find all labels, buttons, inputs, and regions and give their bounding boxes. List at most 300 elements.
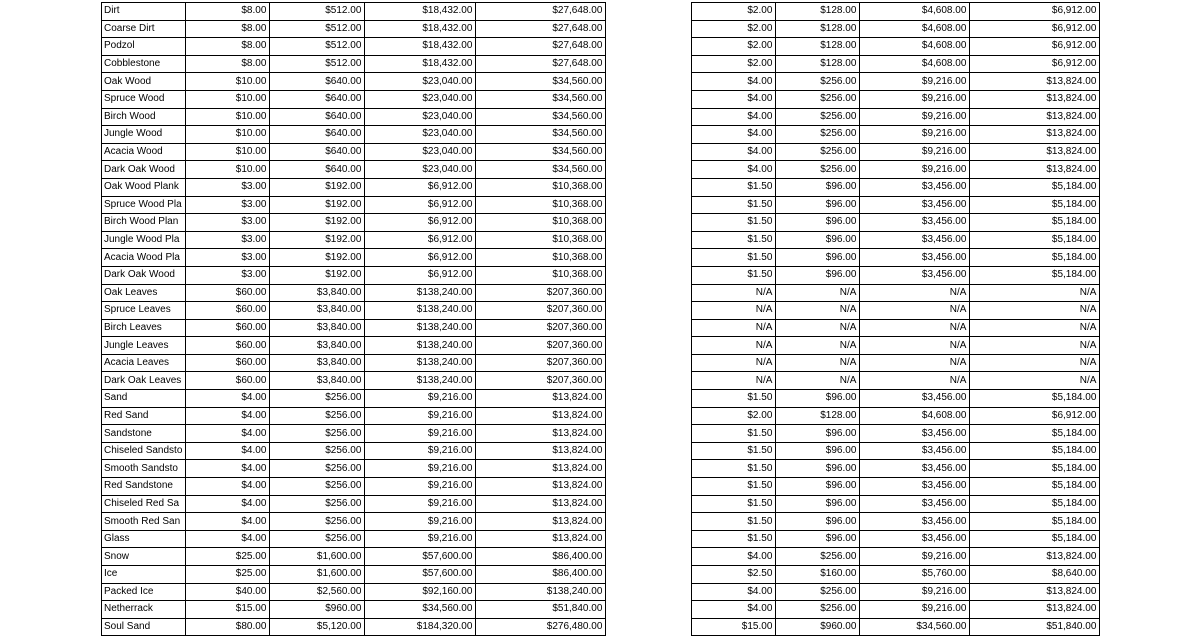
spacer-cell [606, 161, 692, 179]
sell-double-chest-cell: $13,824.00 [970, 548, 1100, 566]
sell-unit-cell: $1.50 [692, 460, 776, 478]
sell-stack-cell: $256.00 [776, 90, 860, 108]
buy-unit-cell: $25.00 [186, 548, 270, 566]
sell-double-chest-cell: $6,912.00 [970, 38, 1100, 56]
buy-stack-cell: $640.00 [270, 126, 365, 144]
buy-stack-cell: $192.00 [270, 178, 365, 196]
sell-stack-cell: $96.00 [776, 196, 860, 214]
buy-chest-cell: $138,240.00 [365, 354, 476, 372]
sell-unit-cell: $1.50 [692, 425, 776, 443]
sell-chest-cell: $9,216.00 [860, 90, 970, 108]
sell-double-chest-cell: $5,184.00 [970, 390, 1100, 408]
sell-double-chest-cell: $13,824.00 [970, 90, 1100, 108]
item-name-cell: Chiseled Sandsto [102, 442, 186, 460]
spacer-cell [606, 460, 692, 478]
buy-unit-cell: $10.00 [186, 161, 270, 179]
sell-chest-cell: $4,608.00 [860, 55, 970, 73]
buy-unit-cell: $60.00 [186, 354, 270, 372]
table-row [102, 354, 1100, 372]
item-name-cell: Jungle Leaves [102, 337, 186, 355]
buy-double-chest-cell: $34,560.00 [476, 108, 606, 126]
buy-chest-cell: $184,320.00 [365, 618, 476, 636]
buy-chest-cell: $6,912.00 [365, 249, 476, 267]
item-name-cell: Jungle Wood [102, 126, 186, 144]
table-row [102, 319, 1100, 337]
spacer-cell [606, 38, 692, 56]
sell-double-chest-cell: $5,184.00 [970, 442, 1100, 460]
buy-chest-cell: $23,040.00 [365, 90, 476, 108]
buy-double-chest-cell: $138,240.00 [476, 583, 606, 601]
sell-chest-cell: N/A [860, 372, 970, 390]
spacer-cell [606, 354, 692, 372]
spacer-cell [606, 284, 692, 302]
sell-chest-cell: $3,456.00 [860, 178, 970, 196]
buy-unit-cell: $3.00 [186, 214, 270, 232]
sell-stack-cell: $256.00 [776, 143, 860, 161]
buy-chest-cell: $138,240.00 [365, 372, 476, 390]
buy-stack-cell: $3,840.00 [270, 302, 365, 320]
buy-chest-cell: $18,432.00 [365, 3, 476, 21]
buy-double-chest-cell: $207,360.00 [476, 337, 606, 355]
sell-stack-cell: N/A [776, 337, 860, 355]
sell-double-chest-cell: $6,912.00 [970, 20, 1100, 38]
spacer-cell [606, 601, 692, 619]
sell-stack-cell: N/A [776, 284, 860, 302]
spacer-cell [606, 583, 692, 601]
buy-chest-cell: $138,240.00 [365, 337, 476, 355]
item-name-cell: Oak Wood Plank [102, 178, 186, 196]
sell-chest-cell: $3,456.00 [860, 495, 970, 513]
buy-double-chest-cell: $27,648.00 [476, 20, 606, 38]
spacer-cell [606, 20, 692, 38]
sell-double-chest-cell: $6,912.00 [970, 55, 1100, 73]
table-row [102, 442, 1100, 460]
sell-chest-cell: N/A [860, 302, 970, 320]
sell-chest-cell: $3,456.00 [860, 478, 970, 496]
item-name-cell: Snow [102, 548, 186, 566]
buy-double-chest-cell: $10,368.00 [476, 196, 606, 214]
buy-unit-cell: $15.00 [186, 601, 270, 619]
sell-chest-cell: N/A [860, 354, 970, 372]
sell-double-chest-cell: N/A [970, 284, 1100, 302]
sell-chest-cell: $9,216.00 [860, 583, 970, 601]
buy-stack-cell: $640.00 [270, 108, 365, 126]
spacer-cell [606, 73, 692, 91]
sell-unit-cell: $2.00 [692, 3, 776, 21]
table-row [102, 601, 1100, 619]
sell-double-chest-cell: $13,824.00 [970, 583, 1100, 601]
buy-chest-cell: $6,912.00 [365, 266, 476, 284]
sell-stack-cell: $256.00 [776, 601, 860, 619]
item-name-cell: Sandstone [102, 425, 186, 443]
item-name-cell: Sand [102, 390, 186, 408]
spacer-cell [606, 337, 692, 355]
sell-unit-cell: $1.50 [692, 231, 776, 249]
buy-double-chest-cell: $207,360.00 [476, 284, 606, 302]
table-row [102, 3, 1100, 21]
sell-chest-cell: $3,456.00 [860, 530, 970, 548]
sell-chest-cell: $9,216.00 [860, 601, 970, 619]
buy-unit-cell: $3.00 [186, 266, 270, 284]
buy-chest-cell: $92,160.00 [365, 583, 476, 601]
item-name-cell: Oak Wood [102, 73, 186, 91]
item-name-cell: Glass [102, 530, 186, 548]
buy-unit-cell: $4.00 [186, 442, 270, 460]
table-row [102, 73, 1100, 91]
sell-double-chest-cell: N/A [970, 302, 1100, 320]
buy-chest-cell: $23,040.00 [365, 108, 476, 126]
buy-stack-cell: $256.00 [270, 442, 365, 460]
buy-unit-cell: $8.00 [186, 20, 270, 38]
buy-stack-cell: $640.00 [270, 90, 365, 108]
buy-unit-cell: $4.00 [186, 390, 270, 408]
sell-chest-cell: $3,456.00 [860, 214, 970, 232]
item-name-cell: Packed Ice [102, 583, 186, 601]
sell-double-chest-cell: $6,912.00 [970, 3, 1100, 21]
buy-double-chest-cell: $34,560.00 [476, 143, 606, 161]
buy-unit-cell: $4.00 [186, 513, 270, 531]
table-row [102, 583, 1100, 601]
sell-double-chest-cell: $5,184.00 [970, 460, 1100, 478]
sell-unit-cell: N/A [692, 302, 776, 320]
sell-chest-cell: $3,456.00 [860, 460, 970, 478]
sell-unit-cell: N/A [692, 372, 776, 390]
spacer-cell [606, 372, 692, 390]
item-name-cell: Birch Wood [102, 108, 186, 126]
sell-double-chest-cell: N/A [970, 372, 1100, 390]
item-name-cell: Acacia Wood Pla [102, 249, 186, 267]
buy-chest-cell: $18,432.00 [365, 55, 476, 73]
sell-unit-cell: $1.50 [692, 214, 776, 232]
buy-chest-cell: $138,240.00 [365, 302, 476, 320]
sell-double-chest-cell: $5,184.00 [970, 266, 1100, 284]
sell-unit-cell: N/A [692, 354, 776, 372]
buy-double-chest-cell: $34,560.00 [476, 161, 606, 179]
spacer-cell [606, 407, 692, 425]
sell-double-chest-cell: $5,184.00 [970, 513, 1100, 531]
item-name-cell: Ice [102, 566, 186, 584]
buy-chest-cell: $6,912.00 [365, 196, 476, 214]
table-row [102, 372, 1100, 390]
buy-stack-cell: $256.00 [270, 425, 365, 443]
sell-stack-cell: $96.00 [776, 214, 860, 232]
buy-double-chest-cell: $27,648.00 [476, 3, 606, 21]
sell-unit-cell: $4.00 [692, 601, 776, 619]
sell-stack-cell: $256.00 [776, 583, 860, 601]
buy-chest-cell: $23,040.00 [365, 126, 476, 144]
table-row [102, 55, 1100, 73]
table-row [102, 530, 1100, 548]
sell-chest-cell: $3,456.00 [860, 442, 970, 460]
buy-double-chest-cell: $10,368.00 [476, 178, 606, 196]
table-row [102, 108, 1100, 126]
sell-stack-cell: $960.00 [776, 618, 860, 636]
item-name-cell: Dark Oak Wood [102, 161, 186, 179]
buy-chest-cell: $9,216.00 [365, 495, 476, 513]
buy-double-chest-cell: $34,560.00 [476, 90, 606, 108]
buy-stack-cell: $256.00 [270, 478, 365, 496]
sell-stack-cell: $96.00 [776, 513, 860, 531]
sell-unit-cell: $2.50 [692, 566, 776, 584]
sell-unit-cell: $1.50 [692, 390, 776, 408]
spacer-cell [606, 530, 692, 548]
buy-double-chest-cell: $10,368.00 [476, 266, 606, 284]
buy-chest-cell: $138,240.00 [365, 319, 476, 337]
spacer-cell [606, 390, 692, 408]
table-row [102, 178, 1100, 196]
buy-stack-cell: $640.00 [270, 143, 365, 161]
buy-unit-cell: $4.00 [186, 460, 270, 478]
sell-unit-cell: $1.50 [692, 495, 776, 513]
item-name-cell: Spruce Wood Pla [102, 196, 186, 214]
buy-chest-cell: $57,600.00 [365, 548, 476, 566]
item-name-cell: Spruce Wood [102, 90, 186, 108]
buy-unit-cell: $3.00 [186, 231, 270, 249]
item-name-cell: Soul Sand [102, 618, 186, 636]
item-name-cell: Smooth Sandsto [102, 460, 186, 478]
buy-stack-cell: $192.00 [270, 231, 365, 249]
sell-stack-cell: $128.00 [776, 20, 860, 38]
sell-double-chest-cell: N/A [970, 337, 1100, 355]
sell-double-chest-cell: $5,184.00 [970, 249, 1100, 267]
buy-stack-cell: $192.00 [270, 266, 365, 284]
sell-double-chest-cell: $6,912.00 [970, 407, 1100, 425]
buy-stack-cell: $3,840.00 [270, 319, 365, 337]
sell-double-chest-cell: $13,824.00 [970, 73, 1100, 91]
sell-stack-cell: $96.00 [776, 530, 860, 548]
spacer-cell [606, 178, 692, 196]
sell-chest-cell: $3,456.00 [860, 390, 970, 408]
item-name-cell: Spruce Leaves [102, 302, 186, 320]
sell-unit-cell: $4.00 [692, 143, 776, 161]
buy-stack-cell: $192.00 [270, 214, 365, 232]
item-name-cell: Smooth Red San [102, 513, 186, 531]
sell-double-chest-cell: N/A [970, 319, 1100, 337]
table-row [102, 266, 1100, 284]
buy-double-chest-cell: $10,368.00 [476, 214, 606, 232]
table-row [102, 337, 1100, 355]
buy-unit-cell: $60.00 [186, 302, 270, 320]
sell-chest-cell: $9,216.00 [860, 73, 970, 91]
sell-chest-cell: $3,456.00 [860, 249, 970, 267]
spacer-cell [606, 319, 692, 337]
table-row [102, 390, 1100, 408]
buy-chest-cell: $6,912.00 [365, 214, 476, 232]
sell-unit-cell: N/A [692, 319, 776, 337]
table-row [102, 618, 1100, 636]
sell-stack-cell: $96.00 [776, 478, 860, 496]
sell-chest-cell: $9,216.00 [860, 161, 970, 179]
sell-double-chest-cell: $13,824.00 [970, 601, 1100, 619]
item-name-cell: Birch Wood Plan [102, 214, 186, 232]
buy-chest-cell: $9,216.00 [365, 460, 476, 478]
buy-stack-cell: $512.00 [270, 3, 365, 21]
buy-double-chest-cell: $13,824.00 [476, 442, 606, 460]
sell-chest-cell: $34,560.00 [860, 618, 970, 636]
buy-stack-cell: $192.00 [270, 249, 365, 267]
sell-unit-cell: $1.50 [692, 266, 776, 284]
sell-unit-cell: $1.50 [692, 178, 776, 196]
sell-stack-cell: N/A [776, 319, 860, 337]
table-row [102, 407, 1100, 425]
table-row [102, 126, 1100, 144]
buy-stack-cell: $3,840.00 [270, 372, 365, 390]
buy-unit-cell: $10.00 [186, 90, 270, 108]
sell-stack-cell: $128.00 [776, 55, 860, 73]
buy-double-chest-cell: $27,648.00 [476, 55, 606, 73]
buy-unit-cell: $40.00 [186, 583, 270, 601]
sell-double-chest-cell: $5,184.00 [970, 231, 1100, 249]
buy-stack-cell: $192.00 [270, 196, 365, 214]
sell-unit-cell: $4.00 [692, 548, 776, 566]
sell-double-chest-cell: $5,184.00 [970, 214, 1100, 232]
spacer-cell [606, 478, 692, 496]
buy-stack-cell: $256.00 [270, 495, 365, 513]
buy-stack-cell: $512.00 [270, 38, 365, 56]
buy-stack-cell: $5,120.00 [270, 618, 365, 636]
buy-unit-cell: $3.00 [186, 196, 270, 214]
sell-double-chest-cell: $5,184.00 [970, 478, 1100, 496]
table-row [102, 513, 1100, 531]
sell-stack-cell: $256.00 [776, 108, 860, 126]
sell-unit-cell: $1.50 [692, 249, 776, 267]
table-row [102, 161, 1100, 179]
buy-chest-cell: $9,216.00 [365, 407, 476, 425]
sell-unit-cell: $2.00 [692, 407, 776, 425]
spacer-cell [606, 442, 692, 460]
sell-unit-cell: $4.00 [692, 583, 776, 601]
buy-unit-cell: $10.00 [186, 73, 270, 91]
sell-chest-cell: $3,456.00 [860, 231, 970, 249]
buy-unit-cell: $80.00 [186, 618, 270, 636]
buy-double-chest-cell: $13,824.00 [476, 478, 606, 496]
sell-chest-cell: $9,216.00 [860, 548, 970, 566]
sell-double-chest-cell: $13,824.00 [970, 143, 1100, 161]
sell-unit-cell: $15.00 [692, 618, 776, 636]
sell-double-chest-cell: $5,184.00 [970, 178, 1100, 196]
buy-stack-cell: $960.00 [270, 601, 365, 619]
buy-unit-cell: $8.00 [186, 55, 270, 73]
buy-stack-cell: $1,600.00 [270, 566, 365, 584]
buy-stack-cell: $256.00 [270, 460, 365, 478]
buy-stack-cell: $512.00 [270, 20, 365, 38]
sell-unit-cell: $2.00 [692, 55, 776, 73]
sell-double-chest-cell: $13,824.00 [970, 126, 1100, 144]
buy-double-chest-cell: $13,824.00 [476, 530, 606, 548]
buy-double-chest-cell: $86,400.00 [476, 566, 606, 584]
spacer-cell [606, 548, 692, 566]
spacer-cell [606, 3, 692, 21]
table-row [102, 249, 1100, 267]
buy-stack-cell: $512.00 [270, 55, 365, 73]
buy-chest-cell: $9,216.00 [365, 390, 476, 408]
buy-stack-cell: $256.00 [270, 407, 365, 425]
sell-stack-cell: $96.00 [776, 425, 860, 443]
buy-chest-cell: $6,912.00 [365, 178, 476, 196]
buy-double-chest-cell: $207,360.00 [476, 319, 606, 337]
sell-chest-cell: $4,608.00 [860, 3, 970, 21]
table-row [102, 143, 1100, 161]
table-row [102, 302, 1100, 320]
sell-chest-cell: N/A [860, 337, 970, 355]
spacer-cell [606, 90, 692, 108]
spacer-cell [606, 231, 692, 249]
sell-stack-cell: $96.00 [776, 231, 860, 249]
sell-stack-cell: $96.00 [776, 460, 860, 478]
buy-chest-cell: $23,040.00 [365, 143, 476, 161]
table-row [102, 90, 1100, 108]
spacer-cell [606, 143, 692, 161]
buy-double-chest-cell: $13,824.00 [476, 407, 606, 425]
item-name-cell: Red Sand [102, 407, 186, 425]
spacer-cell [606, 249, 692, 267]
spacer-cell [606, 425, 692, 443]
table-row [102, 460, 1100, 478]
buy-chest-cell: $6,912.00 [365, 231, 476, 249]
buy-chest-cell: $34,560.00 [365, 601, 476, 619]
table-row [102, 214, 1100, 232]
sell-unit-cell: $4.00 [692, 161, 776, 179]
spacer-cell [606, 495, 692, 513]
sell-double-chest-cell: N/A [970, 354, 1100, 372]
item-name-cell: Dark Oak Leaves [102, 372, 186, 390]
table-row [102, 38, 1100, 56]
buy-chest-cell: $138,240.00 [365, 284, 476, 302]
sell-stack-cell: $96.00 [776, 442, 860, 460]
sell-unit-cell: N/A [692, 284, 776, 302]
sell-unit-cell: $1.50 [692, 530, 776, 548]
buy-stack-cell: $256.00 [270, 390, 365, 408]
sell-chest-cell: $3,456.00 [860, 425, 970, 443]
sell-stack-cell: $96.00 [776, 495, 860, 513]
buy-unit-cell: $60.00 [186, 284, 270, 302]
sell-stack-cell: $256.00 [776, 126, 860, 144]
sell-double-chest-cell: $5,184.00 [970, 196, 1100, 214]
buy-unit-cell: $4.00 [186, 530, 270, 548]
buy-double-chest-cell: $10,368.00 [476, 231, 606, 249]
table-row [102, 566, 1100, 584]
table-row [102, 425, 1100, 443]
sell-chest-cell: $9,216.00 [860, 126, 970, 144]
item-name-cell: Jungle Wood Pla [102, 231, 186, 249]
sell-double-chest-cell: $13,824.00 [970, 108, 1100, 126]
buy-chest-cell: $23,040.00 [365, 161, 476, 179]
sell-stack-cell: $96.00 [776, 178, 860, 196]
item-name-cell: Cobblestone [102, 55, 186, 73]
sell-chest-cell: $3,456.00 [860, 266, 970, 284]
buy-double-chest-cell: $13,824.00 [476, 390, 606, 408]
buy-stack-cell: $640.00 [270, 161, 365, 179]
buy-double-chest-cell: $13,824.00 [476, 460, 606, 478]
spacer-cell [606, 566, 692, 584]
buy-stack-cell: $3,840.00 [270, 284, 365, 302]
spacer-cell [606, 126, 692, 144]
sell-stack-cell: $128.00 [776, 407, 860, 425]
buy-chest-cell: $9,216.00 [365, 442, 476, 460]
spacer-cell [606, 266, 692, 284]
sell-double-chest-cell: $51,840.00 [970, 618, 1100, 636]
spacer-cell [606, 214, 692, 232]
buy-chest-cell: $18,432.00 [365, 20, 476, 38]
buy-stack-cell: $3,840.00 [270, 337, 365, 355]
spacer-cell [606, 618, 692, 636]
item-name-cell: Birch Leaves [102, 319, 186, 337]
sell-double-chest-cell: $5,184.00 [970, 495, 1100, 513]
table-row [102, 20, 1100, 38]
buy-unit-cell: $8.00 [186, 38, 270, 56]
sell-stack-cell: N/A [776, 302, 860, 320]
sell-double-chest-cell: $5,184.00 [970, 425, 1100, 443]
